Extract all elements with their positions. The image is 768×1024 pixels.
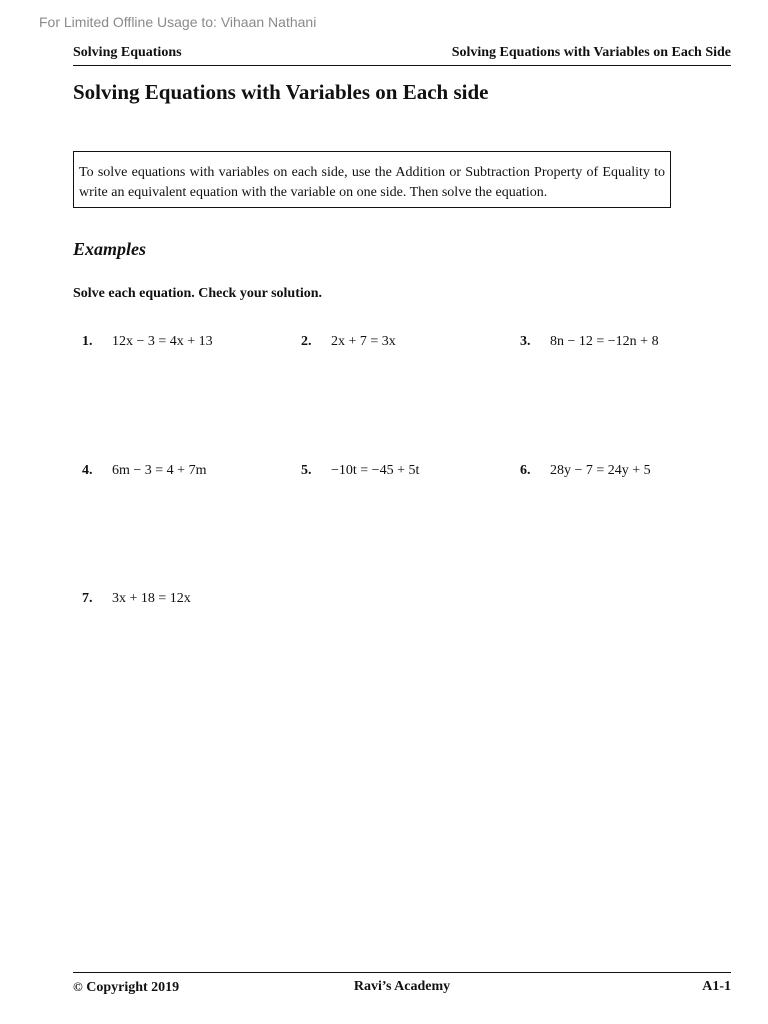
- problem-number: 3.: [520, 334, 531, 349]
- problem-5: [301, 463, 419, 479]
- problem-1: [82, 334, 213, 350]
- problem-number: 6.: [520, 463, 531, 478]
- footer-publisher: Ravi’s Academy: [353, 979, 451, 994]
- problem-number: 5.: [301, 463, 312, 478]
- problem-3: [520, 334, 659, 350]
- problem-4: [82, 463, 206, 479]
- problem-number: 4.: [82, 463, 93, 478]
- problem-number: 2.: [301, 334, 312, 349]
- problem-number: 7.: [82, 591, 93, 606]
- problem-equation: 28y − 7 = 24y + 5: [550, 463, 651, 478]
- info-box: To solve equations with variables on each side, use the Addition or Subtraction Property of Equality to write an equivalent equation with the variable on one side. Then solve the equation.: [73, 151, 671, 208]
- problem-6: [520, 463, 651, 479]
- problem-2: [301, 334, 396, 350]
- footer-page-number: A1-1: [702, 979, 731, 994]
- running-header: [73, 45, 731, 66]
- running-footer: [73, 972, 731, 997]
- problem-equation: 6m − 3 = 4 + 7m: [112, 463, 207, 478]
- header-section: Solving Equations with Variables on Each Side: [451, 45, 731, 60]
- instructions: Solve each equation. Check your solution.: [73, 286, 323, 301]
- problem-equation: 8n − 12 = −12n + 8: [550, 334, 659, 349]
- copyright-icon: ©: [73, 979, 83, 994]
- problem-7: [82, 591, 191, 607]
- header-chapter: Solving Equations: [73, 45, 182, 60]
- footer-copyright-text: Copyright 2019: [86, 980, 180, 995]
- section-heading: Examples: [73, 239, 147, 259]
- problem-equation: 3x + 18 = 12x: [112, 591, 191, 606]
- page-title: Solving Equations with Variables on Each side: [73, 80, 489, 104]
- problem-equation: 12x − 3 = 4x + 13: [112, 334, 213, 349]
- problem-number: 1.: [82, 334, 93, 349]
- problem-equation: −10t = −45 + 5t: [331, 463, 420, 478]
- watermark-text: For Limited Offline Usage to: Vihaan Nathani: [39, 14, 317, 30]
- problem-equation: 2x + 7 = 3x: [331, 334, 396, 349]
